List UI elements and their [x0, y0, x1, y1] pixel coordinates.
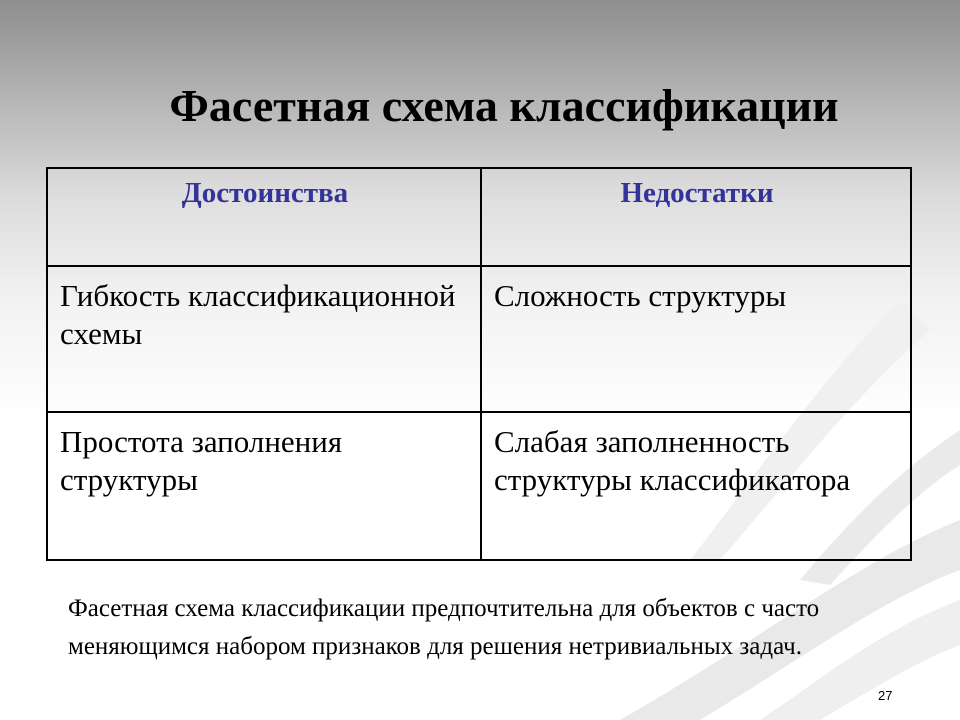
slide-title: Фасетная схема классификации [169, 80, 839, 131]
header-advantages: Достоинства [47, 168, 481, 266]
table-header-row [47, 168, 911, 266]
table-cell-disadvantage: Сложность структуры [481, 266, 911, 412]
comparison-table [46, 167, 912, 561]
table-cell-advantage: Простота заполнения структуры [47, 412, 481, 560]
summary-note: Фасетная схема классификации предпочтительна для объектов с часто меняющимся набором признаков для решения нетривиальных задач. [68, 595, 820, 660]
table-row [47, 412, 911, 560]
table-row [47, 266, 911, 412]
header-disadvantages: Недостатки [481, 168, 911, 266]
table-cell-disadvantage: Слабая заполненность структуры классификатора [481, 412, 911, 560]
table-cell-advantage: Гибкость классификационной схемы [47, 266, 481, 412]
page-number: 27 [878, 688, 893, 703]
